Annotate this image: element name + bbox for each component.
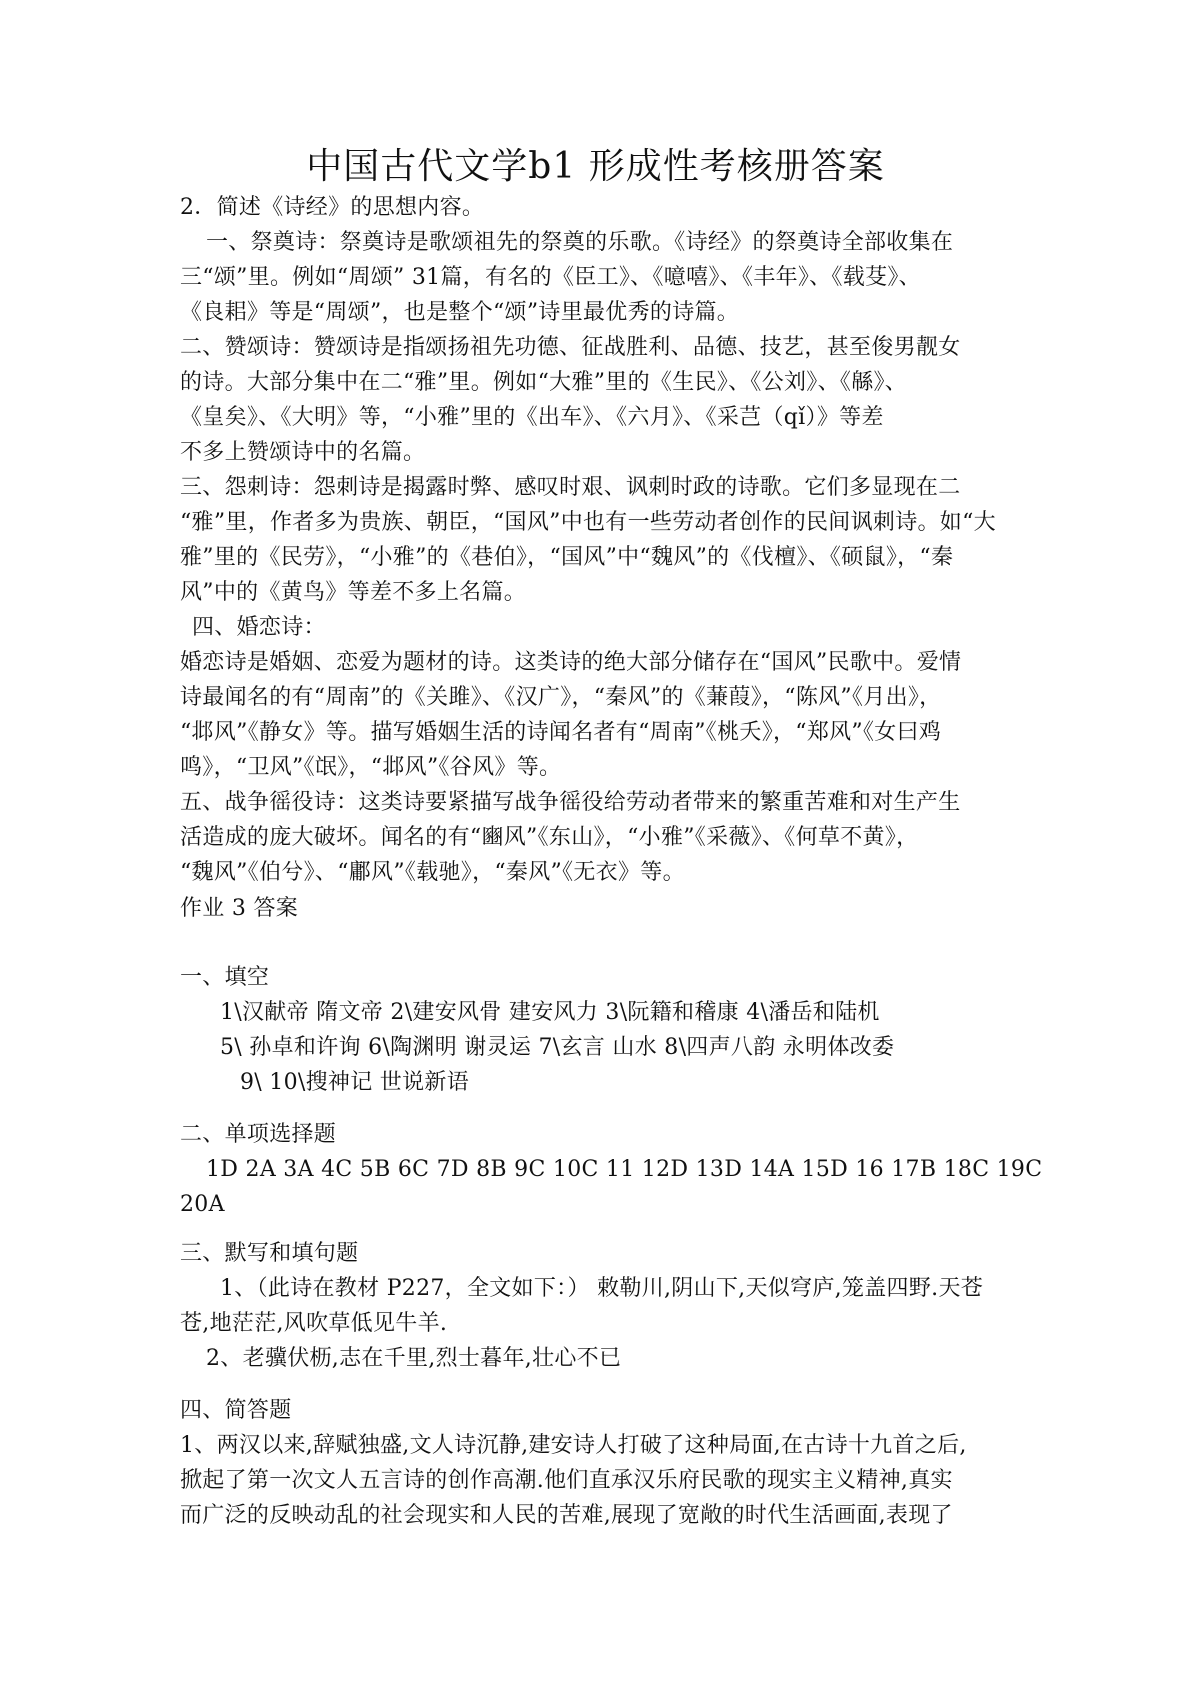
q2-line: “雅”里，作者多为贵族、朝臣，“国风”中也有一些劳动者创作的民间讽刺诗。如“大: [180, 510, 996, 535]
choice-answers-line: 20A: [180, 1192, 225, 1217]
q2-line: 三、怨刺诗：怨刺诗是揭露时弊、感叹时艰、讽刺时政的诗歌。它们多显现在二: [180, 475, 961, 500]
homework-3-heading-block: [180, 891, 1020, 926]
q2-line: 婚恋诗是婚姻、恋爱为题材的诗。这类诗的绝大部分储存在“国风”民歌中。爱情: [180, 650, 962, 675]
q2-line: 诗最闻名的有“周南”的《关雎》、《汉广》，“秦风”的《蒹葭》，“陈风”《月出》，: [180, 685, 942, 710]
fill-blank-section: [180, 960, 1020, 1100]
recitation-line: 1、（此诗在教材 P227，全文如下：） 敕勒川,阴山下,天似穹庐,笼盖四野.天苍: [220, 1276, 984, 1301]
q2-line: 五、战争徭役诗：这类诗要紧描写战争徭役给劳动者带来的繁重苦难和对生产生: [180, 790, 961, 815]
question-2-heading: 2．简述《诗经》的思想内容。: [180, 195, 485, 220]
q2-line: 风”中的《黄鸟》等差不多上名篇。: [180, 580, 527, 605]
q2-line: “邶风”《静女》等。描写婚姻生活的诗闻名者有“周南”《桃夭》，“郑风”《女曰鸡: [180, 720, 942, 745]
recitation-section: [180, 1236, 1020, 1376]
short-answer-line: 掀起了第一次文人五言诗的创作高潮.他们直承汉乐府民歌的现实主义精神,真实: [180, 1468, 953, 1493]
fill-blank-line: 9\ 10\搜神记 世说新语: [240, 1070, 470, 1095]
short-answer-line: 1、两汉以来,辞赋独盛,文人诗沉静,建安诗人打破了这种局面,在古诗十九首之后,: [180, 1433, 967, 1458]
q2-line: 的诗。大部分集中在二“雅”里。例如“大雅”里的《生民》、《公刘》、《緜》、: [180, 370, 908, 395]
q2-line: 活造成的庞大破坏。闻名的有“豳风”《东山》，“小雅”《采薇》、《何草不黄》，: [180, 825, 919, 850]
q2-line: 鸣》，“卫风”《氓》，“邶风”《谷风》等。: [180, 755, 562, 780]
section-heading: 一、填空: [180, 965, 270, 990]
choice-answers-line: 1D 2A 3A 4C 5B 6C 7D 8B 9C 10C 11 12D 13D 14A 15D 16 17B 18C 19C: [206, 1157, 1043, 1182]
q2-line: 雅”里的《民劳》，“小雅”的《巷伯》，“国风”中“魏风”的《伐檀》、《硕鼠》，“秦: [180, 545, 954, 570]
fill-blank-line: 5\ 孙卓和许询 6\陶渊明 谢灵运 7\玄言 山水 8\四声八韵 永明体改委: [220, 1035, 895, 1060]
q2-line: 《皇矣》、《大明》等，“小雅”里的《出车》、《六月》、《采芑（qǐ）》等差: [180, 405, 884, 430]
q2-line: 三“颂”里。例如“周颂” 31篇，有名的《臣工》、《噫嘻》、《丰年》、《载芟》、: [180, 265, 921, 290]
q2-line: 四、婚恋诗：: [192, 615, 326, 640]
section-heading: 四、简答题: [180, 1398, 292, 1423]
section-heading: 三、默写和填句题: [180, 1241, 359, 1266]
q2-line: “魏风”《伯兮》、“鄘风”《载驰》，“秦风”《无衣》等。: [180, 860, 685, 885]
q2-line: 二、赞颂诗：赞颂诗是指颂扬祖先功德、征战胜利、品德、技艺，甚至俊男靓女: [180, 335, 961, 360]
document-title: 中国古代文学b1 形成性考核册答案: [306, 146, 885, 187]
fill-blank-line: 1\汉献帝 隋文帝 2\建安风骨 建安风力 3\阮籍和稽康 4\潘岳和陆机: [220, 1000, 880, 1025]
question-2-section: [180, 190, 1020, 890]
q2-line: 不多上赞颂诗中的名篇。: [180, 440, 426, 465]
short-answer-line: 而广泛的反映动乱的社会现实和人民的苦难,展现了宽敞的时代生活画面,表现了: [180, 1503, 953, 1528]
q2-line: 一、祭奠诗：祭奠诗是歌颂祖先的祭奠的乐歌。《诗经》的祭奠诗全部收集在: [206, 230, 954, 255]
multiple-choice-section: [180, 1117, 1043, 1222]
section-heading: 二、单项选择题: [180, 1122, 337, 1147]
homework-3-heading: 作业 3 答案: [180, 896, 299, 921]
recitation-line: 苍,地茫茫,风吹草低见牛羊.: [180, 1311, 448, 1336]
recitation-line: 2、老骥伏枥,志在千里,烈士暮年,壮心不已: [206, 1346, 622, 1371]
short-answer-section: [180, 1393, 1020, 1533]
q2-line: 《良耜》等是“周颂”，也是整个“颂”诗里最优秀的诗篇。: [180, 300, 740, 325]
